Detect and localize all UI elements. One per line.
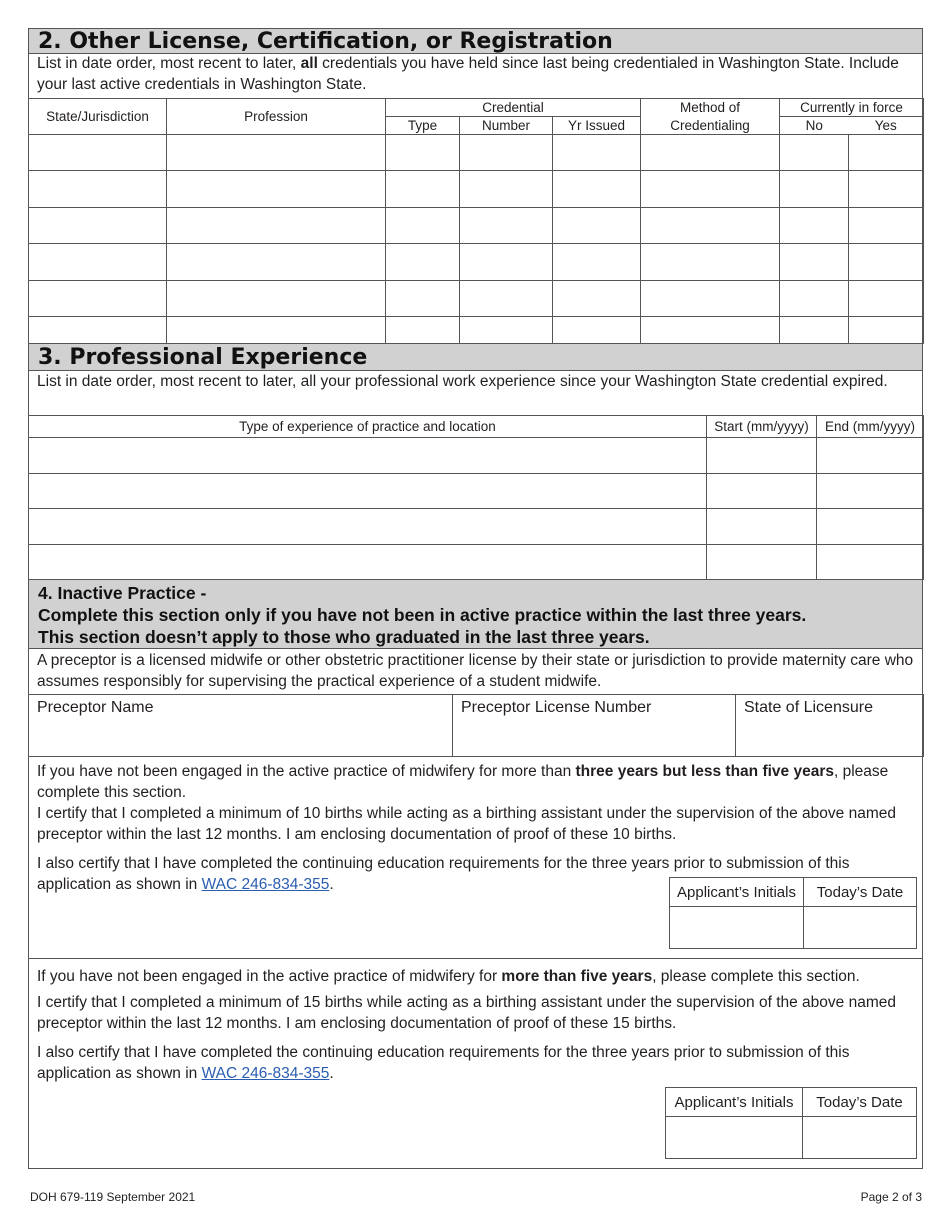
divider	[28, 958, 923, 959]
credential-cell[interactable]	[780, 171, 849, 208]
header-method-2: Credentialing	[641, 117, 780, 135]
credential-cell[interactable]	[553, 135, 641, 171]
credential-cell[interactable]	[460, 244, 553, 281]
credential-cell[interactable]	[780, 208, 849, 244]
initials-field[interactable]	[670, 907, 804, 949]
experience-cell[interactable]	[707, 509, 817, 545]
credential-cell[interactable]	[553, 281, 641, 317]
credential-cell[interactable]	[849, 244, 924, 281]
credential-row	[29, 281, 924, 317]
credential-cell[interactable]	[849, 135, 924, 171]
credential-cell[interactable]	[29, 208, 167, 244]
credential-cell[interactable]	[386, 317, 460, 344]
experience-cell[interactable]	[817, 473, 924, 509]
credential-cell[interactable]	[641, 244, 780, 281]
credential-cell[interactable]	[553, 208, 641, 244]
credential-cell[interactable]	[780, 244, 849, 281]
experience-row	[29, 438, 924, 474]
header-type: Type	[386, 117, 460, 135]
experience-cell[interactable]	[707, 473, 817, 509]
option-a-signature	[669, 877, 917, 949]
initials-label: Applicant’s Initials	[666, 1088, 803, 1117]
credential-cell[interactable]	[641, 171, 780, 208]
credential-row	[29, 135, 924, 171]
credential-row	[29, 208, 924, 244]
credential-cell[interactable]	[460, 171, 553, 208]
credential-cell[interactable]	[386, 281, 460, 317]
header-state: State/Jurisdiction	[29, 99, 167, 135]
initials-label: Applicant’s Initials	[670, 878, 804, 907]
section-4-title: 4. Inactive Practice -	[38, 583, 207, 603]
section-2-intro: List in date order, most recent to later, all credentials you have held since last being credentialed in Washington State. Include your last active credentials in Washington State.	[37, 55, 899, 93]
wac-link[interactable]: WAC 246-834-355	[201, 1065, 330, 1082]
credential-cell[interactable]	[780, 281, 849, 317]
credential-cell[interactable]	[167, 244, 386, 281]
preceptor-definition: A preceptor is a licensed midwife or other obstetric practitioner license by their state or jurisdiction to provide maternity care who assumes responsibly for supervising the practical experience of a student midwife.	[37, 652, 914, 690]
credential-cell[interactable]	[29, 281, 167, 317]
experience-row	[29, 544, 924, 580]
initials-field[interactable]	[666, 1117, 803, 1159]
credential-cell[interactable]	[460, 208, 553, 244]
form-number: DOH 679-119 September 2021	[30, 1190, 196, 1204]
header-method-1: Method of	[641, 99, 780, 117]
credential-cell[interactable]	[29, 244, 167, 281]
option-b-text: If you have not been engaged in the active practice of midwifery for more than five years, please complete this section. I certify that I completed a minimum of 15 births while acting as a birthing assistant under the supervision of the above named preceptor within the last 12 months. I am enclosing documentation of proof of these 15 births. I also certify that I have completed the continuing education requirements for the three years prior to submission of this application as shown in WAC 246-834-355.	[37, 968, 896, 1082]
option-b-signature	[665, 1087, 917, 1159]
credential-cell[interactable]	[641, 135, 780, 171]
credential-row	[29, 171, 924, 208]
credential-cell[interactable]	[780, 135, 849, 171]
section-3-title: 3. Professional Experience	[28, 343, 923, 371]
credential-cell[interactable]	[553, 171, 641, 208]
experience-table	[28, 415, 924, 580]
credential-cell[interactable]	[553, 244, 641, 281]
date-label: Today’s Date	[803, 1088, 917, 1117]
section-4-subtitle-2: This section doesn’t apply to those who graduated in the last three years.	[38, 627, 650, 647]
header-yr-issued: Yr Issued	[553, 117, 641, 135]
credential-cell[interactable]	[849, 171, 924, 208]
date-field[interactable]	[804, 907, 917, 949]
credential-cell[interactable]	[29, 317, 167, 344]
credentials-table	[28, 98, 924, 344]
credential-cell[interactable]	[386, 208, 460, 244]
credential-cell[interactable]	[167, 135, 386, 171]
credential-cell[interactable]	[167, 171, 386, 208]
date-field[interactable]	[803, 1117, 917, 1159]
credential-cell[interactable]	[460, 135, 553, 171]
experience-cell[interactable]	[817, 544, 924, 580]
wac-link[interactable]: WAC 246-834-355	[201, 876, 330, 893]
credential-cell[interactable]	[849, 317, 924, 344]
state-licensure-field[interactable]: State of Licensure	[736, 695, 924, 757]
experience-cell[interactable]	[817, 509, 924, 545]
header-yes: Yes	[849, 117, 924, 135]
header-end: End (mm/yyyy)	[817, 416, 924, 438]
experience-cell[interactable]	[707, 438, 817, 474]
header-start: Start (mm/yyyy)	[707, 416, 817, 438]
header-profession: Profession	[167, 99, 386, 135]
credential-cell[interactable]	[29, 171, 167, 208]
credential-cell[interactable]	[386, 171, 460, 208]
experience-cell[interactable]	[29, 544, 707, 580]
header-experience-type: Type of experience of practice and location	[29, 416, 707, 438]
section-4-header	[28, 579, 923, 649]
header-number: Number	[460, 117, 553, 135]
credential-cell[interactable]	[460, 281, 553, 317]
preceptor-name-field[interactable]: Preceptor Name	[29, 695, 453, 757]
credential-cell[interactable]	[641, 317, 780, 344]
section-3-intro: List in date order, most recent to later, all your professional work experience since your Washington State credential expired.	[37, 373, 888, 390]
experience-row	[29, 509, 924, 545]
section-2-title: 2. Other License, Certification, or Registration	[28, 28, 923, 54]
section-4-subtitle-1: Complete this section only if you have not been in active practice within the last three years.	[38, 605, 807, 625]
credential-cell[interactable]	[780, 317, 849, 344]
experience-cell[interactable]	[29, 509, 707, 545]
credential-cell[interactable]	[460, 317, 553, 344]
credential-cell[interactable]	[167, 281, 386, 317]
experience-cell[interactable]	[29, 473, 707, 509]
option-a-text: If you have not been engaged in the active practice of midwifery for more than three years but less than five years, please complete this section. I certify that I completed a minimum of 10 births while acting as a birthing assistant under the supervision of the above named preceptor within the last 12 months. I am enclosing documentation of proof of these 10 births. I also certify that I have completed the continuing education requirements for the three years prior to submission of this application as shown in WAC 246-834-355.	[37, 763, 896, 893]
credential-cell[interactable]	[849, 208, 924, 244]
experience-row	[29, 473, 924, 509]
preceptor-license-field[interactable]: Preceptor License Number	[453, 695, 736, 757]
credential-cell[interactable]	[386, 244, 460, 281]
credential-cell[interactable]	[849, 281, 924, 317]
credential-cell[interactable]	[641, 281, 780, 317]
header-credential: Credential	[386, 99, 641, 117]
credential-cell[interactable]	[553, 317, 641, 344]
experience-cell[interactable]	[29, 438, 707, 474]
header-in-force: Currently in force	[780, 99, 924, 117]
header-no: No	[780, 117, 849, 135]
credential-row	[29, 244, 924, 281]
page-number: Page 2 of 3	[860, 1190, 922, 1204]
credential-cell[interactable]	[29, 135, 167, 171]
experience-cell[interactable]	[707, 544, 817, 580]
date-label: Today’s Date	[804, 878, 917, 907]
credential-cell[interactable]	[167, 317, 386, 344]
credential-cell[interactable]	[641, 208, 780, 244]
credential-row	[29, 317, 924, 344]
preceptor-table	[28, 694, 924, 757]
credential-cell[interactable]	[167, 208, 386, 244]
experience-cell[interactable]	[817, 438, 924, 474]
credential-cell[interactable]	[386, 135, 460, 171]
